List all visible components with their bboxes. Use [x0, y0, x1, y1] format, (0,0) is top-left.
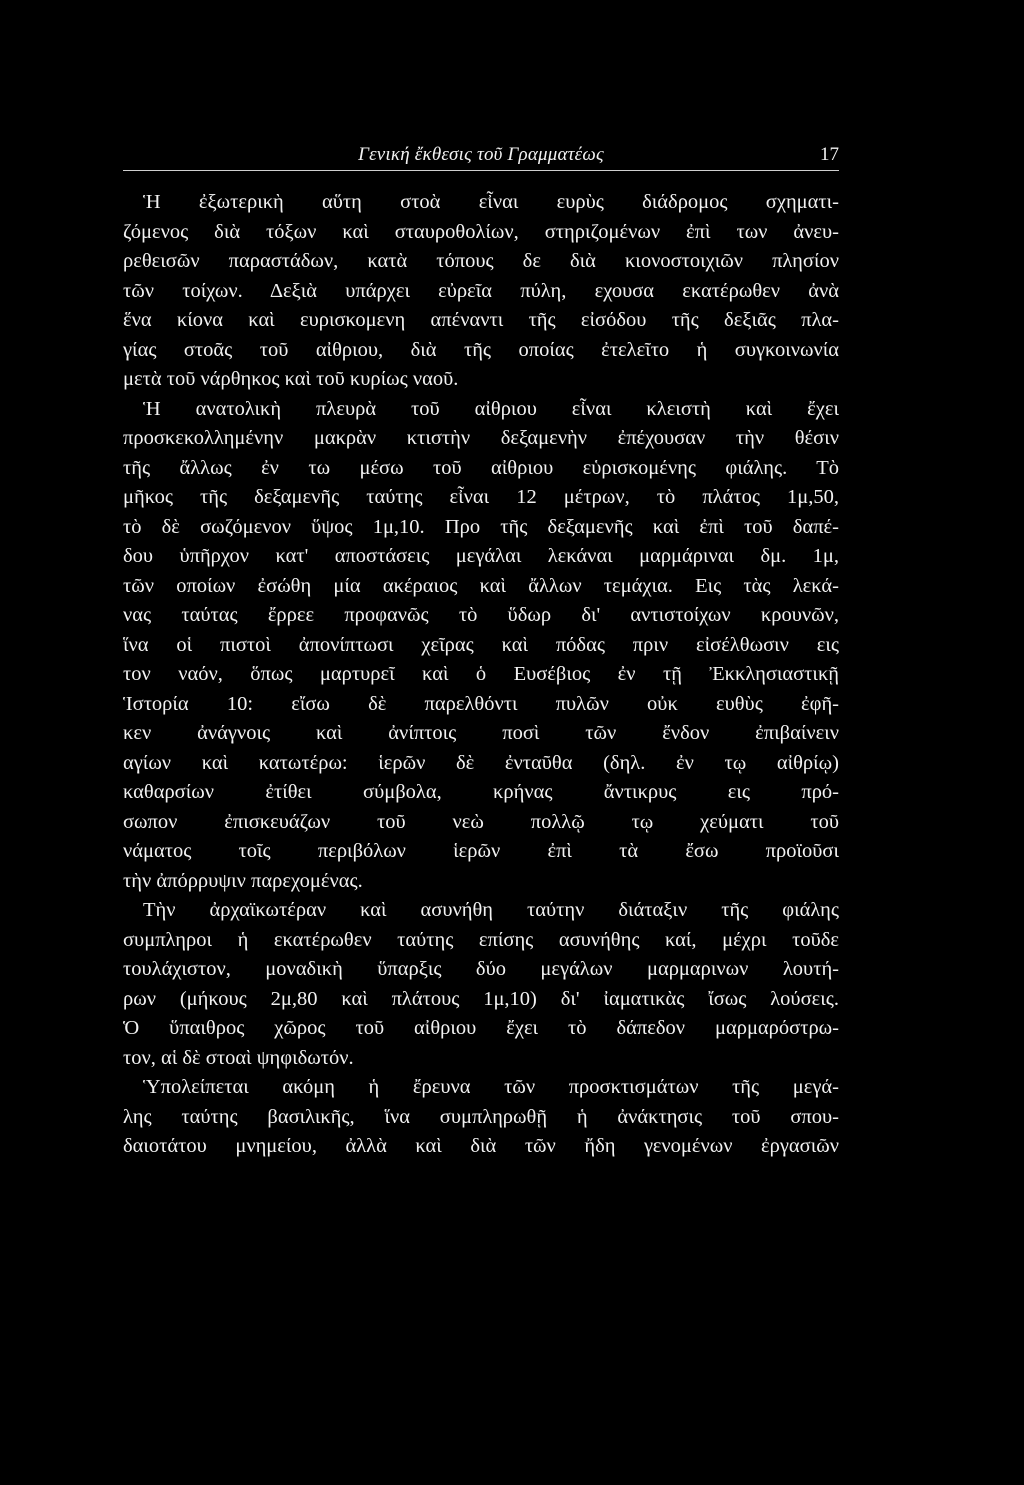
running-title: Γενική ἔκθεσις τοῦ Γραμματέως [358, 144, 604, 165]
text-line: Ἡ ἐξωτερικὴ αὕτη στοὰ εἶναι ευρὺς διάδρομος σχηματι- [143, 191, 839, 213]
text-line: συμπληροι ἡ εκατέρωθεν ταύτης επίσης ασυνήθης καί, μέχρι τοῦδε [123, 928, 839, 951]
text-line: Ἱστορία 10: εἴσω δὲ παρελθόντι πυλῶν οὐκ ευθὺς ἐφῆ- [123, 692, 839, 715]
text-line: καθαρσίων ἐτίθει σύμβολα, κρήνας ἄντικρυς εις πρό- [123, 781, 839, 803]
text-line: μῆκος τῆς δεξαμενῆς ταύτης εἶναι 12 μέτρων, τὸ πλάτος 1μ,50, [123, 486, 839, 508]
text-line: κεν ἀνάγνοις καὶ ἀνίπτοις ποσὶ τῶν ἔνδον ἐπιβαίνειν [123, 722, 839, 744]
text-line: δαιοτάτου μνημείου, ἀλλὰ καὶ διὰ τῶν ἤδη γενομένων ἐργασιῶν [123, 1135, 839, 1157]
text-line: ἕνα κίονα καὶ ευρισκομενη απέναντι τῆς εἰσόδου τῆς δεξιᾶς πλα- [123, 309, 839, 331]
text-line: Ὁ ὕπαιθρος χῶρος τοῦ αἰθριου ἔχει τὸ δάπεδον μαρμαρόστρω- [123, 1017, 839, 1039]
page-header [123, 144, 839, 172]
text-line: ρεθεισῶν παραστάδων, κατὰ τόπους δε διὰ κιονοστοιχιῶν πλησίον [123, 250, 839, 272]
header-rule [123, 170, 839, 171]
page-number: 17 [820, 144, 839, 165]
text-line: νάματος τοῖς περιβόλων ἱερῶν ἐπὶ τὰ ἔσω προϊοῦσι [123, 840, 839, 862]
text-line: μετὰ τοῦ νάρθηκος καὶ τοῦ κυρίως ναοῦ. [123, 368, 459, 390]
text-line: προσκεκολλημένην μακρὰν κτιστὴν δεξαμενὴν ἐπέχουσαν τὴν θέσιν [123, 427, 839, 449]
text-line: τον ναόν, ὅπως μαρτυρεῖ καὶ ὁ Ευσέβιος ἐν τῇ Ἐκκλησιαστικῇ [123, 663, 839, 685]
text-line: ρων (μήκους 2μ,80 καὶ πλάτους 1μ,10) δι' ἰαματικὰς ἴσως λούσεις. [123, 987, 839, 1010]
text-line: τῆς ἄλλως ἐν τω μέσω τοῦ αἰθριου εὑρισκομένης φιάλης. Τὸ [123, 456, 839, 479]
text-line: δου ὑπῆρχον κατ' αποστάσεις μεγάλαι λεκάναι μαρμάριναι δμ. 1μ, [123, 545, 839, 567]
text-line: αγίων καὶ κατωτέρω: ἱερῶν δὲ ἐνταῦθα (δηλ. ἐν τῳ αἰθρίῳ) [123, 751, 839, 774]
text-line: τῶν οποίων ἐσώθη μία ακέραιος καὶ ἄλλων τεμάχια. Εις τὰς λεκά- [123, 574, 839, 597]
text-line: σωπον ἐπισκευάζων τοῦ νεὼ πολλῷ τῳ χεύματι τοῦ [123, 810, 839, 833]
text-line: γίας στοᾶς τοῦ αἰθριου, διὰ τῆς οποίας ἐτελεῖτο ἡ συγκοινωνία [123, 338, 839, 361]
text-line: Τὴν ἀρχαϊκωτέραν καὶ ασυνήθη ταύτην διάταξιν τῆς φιάλης [143, 899, 839, 921]
text-line: ζόμενος διὰ τόξων καὶ σταυροθολίων, στηριζομένων ἐπὶ των ἀνευ- [123, 220, 839, 243]
text-line: τουλάχιστον, μοναδικὴ ὕπαρξις δύο μεγάλων μαρμαρινων λουτή- [123, 958, 839, 980]
text-line: τὴν ἀπόρρυψιν παρεχομένας. [123, 869, 363, 892]
text-line: νας ταύτας ἔρρεε προφανῶς τὸ ὕδωρ δι' αντιστοίχων κρουνῶν, [123, 604, 839, 626]
text-line: τον, αἱ δὲ στοαὶ ψηφιδωτόν. [123, 1046, 354, 1069]
text-line: λης ταύτης βασιλικῆς, ἵνα συμπληρωθῇ ἡ ἀνάκτησις τοῦ σπου- [123, 1105, 839, 1128]
text-line: τὸ δὲ σωζόμενον ὕψος 1μ,10. Προ τῆς δεξαμενῆς καὶ ἐπὶ τοῦ δαπέ- [123, 515, 839, 538]
text-line: ἵνα οἱ πιστοὶ ἀπονίπτωσι χεῖρας καὶ πόδας πριν εἰσέλθωσιν εις [123, 633, 839, 656]
text-line: Ἡ ανατολικὴ πλευρὰ τοῦ αἰθριου εἶναι κλειστὴ καὶ ἔχει [143, 397, 839, 420]
text-line: Ὑπολείπεται ακόμη ἡ ἔρευνα τῶν προσκτισμάτων τῆς μεγά- [143, 1076, 839, 1098]
text-line: τῶν τοίχων. Δεξιὰ υπάρχει εὐρεῖα πύλη, εχουσα εκατέρωθεν ἀνὰ [123, 279, 839, 302]
body-text [123, 188, 839, 1162]
